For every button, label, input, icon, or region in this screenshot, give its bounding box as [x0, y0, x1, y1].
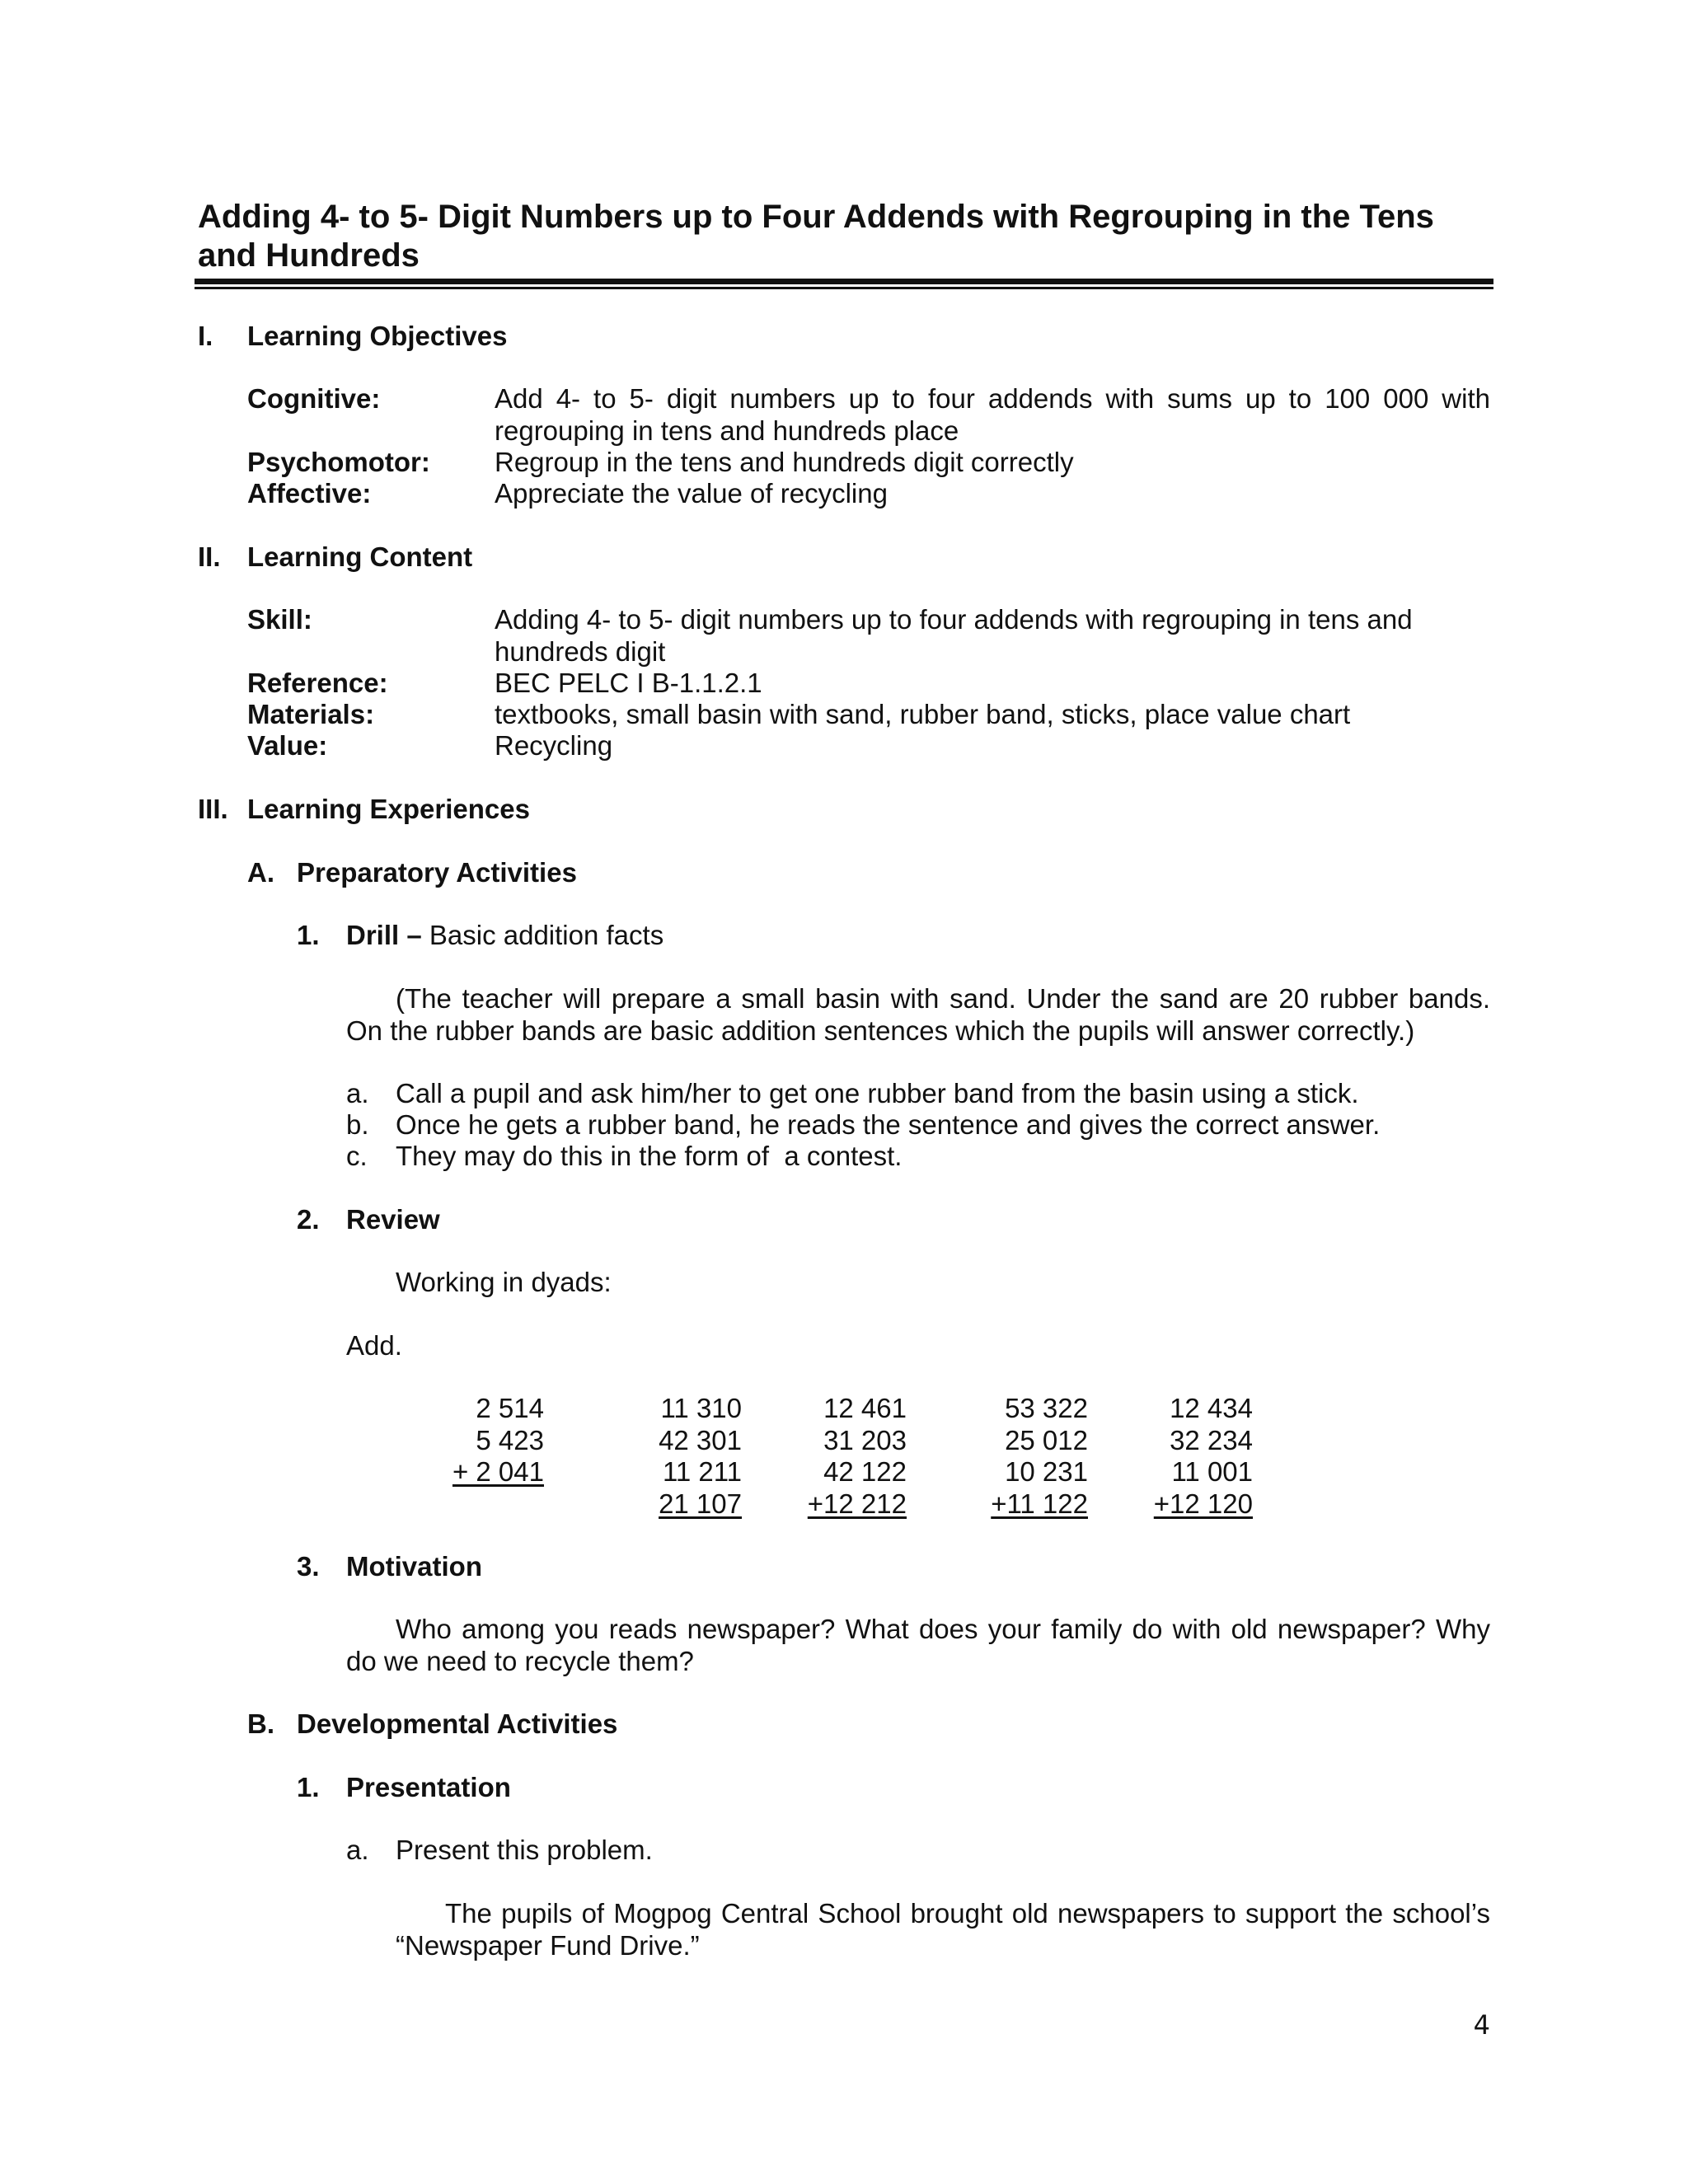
- problem-1-addend-1: 2 514: [476, 1393, 544, 1423]
- drill-paragraph: (The teacher will prepare a small basin with sand. Under the sand are 20 rubber bands. On the rubber bands are basic addition sentences which the pupils will answer correctly.): [346, 983, 1490, 1046]
- page-number: 4: [1473, 2009, 1490, 2041]
- problem-2-addend-4: 21 107: [659, 1488, 742, 1519]
- objective-value-cognitive: Add 4- to 5- digit numbers up to four addends with sums up to 100 000 with regrouping in tens and hundreds place: [495, 383, 1490, 446]
- objective-label-psychomotor: Psychomotor:: [247, 447, 430, 477]
- problem-4-addend-3: 10 231: [1005, 1456, 1088, 1487]
- drill-line: [346, 920, 663, 952]
- problem-4-addend-2: 25 012: [1005, 1424, 1088, 1455]
- review-number: 2.: [297, 1204, 320, 1235]
- content-value-materials: textbooks, small basin with sand, rubber band, sticks, place value chart: [495, 699, 1351, 729]
- problem-3-addend-1: 12 461: [823, 1393, 907, 1423]
- section-heading-experiences: Learning Experiences: [247, 794, 530, 824]
- addition-problem-3: [791, 1393, 907, 1520]
- problem-5-addend-2: 32 234: [1170, 1424, 1253, 1455]
- motivation-paragraph: Who among you reads newspaper? What does your family do with old newspaper? Why do we need to recycle them?: [346, 1614, 1490, 1676]
- content-label-materials: Materials:: [247, 699, 375, 729]
- presentation-label: Presentation: [346, 1772, 511, 1802]
- content-label-value: Value:: [247, 730, 328, 761]
- problem-2-addend-3: 11 211: [662, 1456, 742, 1487]
- drill-item-a-letter: a.: [346, 1078, 369, 1108]
- subsection-heading-preparatory: Preparatory Activities: [297, 857, 577, 888]
- problem-5-addend-4: +12 120: [1153, 1488, 1253, 1519]
- objective-label-affective: Affective:: [247, 478, 372, 509]
- content-label-skill: Skill:: [247, 604, 312, 635]
- content-label-reference: Reference:: [247, 668, 388, 698]
- objective-value-affective: Appreciate the value of recycling: [495, 478, 888, 509]
- drill-item-a-text: Call a pupil and ask him/her to get one rubber band from the basin using a stick.: [396, 1078, 1359, 1108]
- content-value-value: Recycling: [495, 730, 613, 761]
- drill-item-b-letter: b.: [346, 1109, 369, 1140]
- problem-1-addend-2: 5 423: [476, 1424, 544, 1455]
- problem-1-addend-3: + 2 041: [452, 1456, 544, 1487]
- problem-2-addend-1: 11 310: [660, 1393, 742, 1423]
- addition-problem-5: [1137, 1393, 1253, 1520]
- title-rule-thick: [195, 279, 1493, 284]
- section-numeral-2: II.: [198, 541, 221, 572]
- drill-item-b-text: Once he gets a rubber band, he reads the sentence and gives the correct answer.: [396, 1109, 1381, 1140]
- drill-text: Basic addition facts: [429, 920, 664, 950]
- problem-2-addend-2: 42 301: [659, 1424, 742, 1455]
- section-numeral-1: I.: [198, 321, 213, 351]
- motivation-label: Motivation: [346, 1551, 482, 1582]
- subsection-heading-developmental: Developmental Activities: [297, 1708, 618, 1739]
- section-heading-objectives: Learning Objectives: [247, 321, 508, 351]
- section-heading-content: Learning Content: [247, 541, 473, 572]
- presentation-number: 1.: [297, 1772, 320, 1802]
- drill-item-c-text: They may do this in the form of a contest.: [396, 1141, 903, 1171]
- objective-value-psychomotor: Regroup in the tens and hundreds digit correctly: [495, 447, 1074, 477]
- subsection-letter-a: A.: [247, 857, 274, 888]
- page-title: Adding 4- to 5- Digit Numbers up to Four Addends with Regrouping in the Tens and Hundreds: [198, 199, 1434, 274]
- presentation-item-text: Present this problem.: [396, 1835, 653, 1865]
- problem-4-addend-1: 53 322: [1005, 1393, 1088, 1423]
- review-label: Review: [346, 1204, 440, 1235]
- review-intro: Working in dyads:: [396, 1267, 612, 1297]
- problem-4-addend-4: +11 122: [991, 1488, 1088, 1519]
- content-value-skill: Adding 4- to 5- digit numbers up to four addends with regrouping in tens and hundreds digit: [495, 604, 1413, 667]
- addition-problem-2: [626, 1393, 742, 1520]
- objective-label-cognitive: Cognitive:: [247, 383, 381, 414]
- problem-3-addend-3: 42 122: [823, 1456, 907, 1487]
- motivation-number: 3.: [297, 1551, 320, 1582]
- problem-3-addend-4: +12 212: [807, 1488, 907, 1519]
- section-numeral-3: III.: [198, 794, 228, 824]
- presentation-item-letter: a.: [346, 1835, 369, 1865]
- subsection-letter-b: B.: [247, 1708, 274, 1739]
- addition-problem-4: [973, 1393, 1088, 1520]
- drill-number: 1.: [297, 920, 320, 950]
- problem-5-addend-1: 12 434: [1170, 1393, 1253, 1423]
- presentation-paragraph: The pupils of Mogpog Central School brought old newspapers to support the school’s “Newspaper Fund Drive.”: [396, 1898, 1490, 1961]
- drill-item-c-letter: c.: [346, 1141, 368, 1171]
- problem-5-addend-3: 11 001: [1171, 1456, 1253, 1487]
- problem-3-addend-2: 31 203: [823, 1424, 907, 1455]
- content-value-reference: BEC PELC I B-1.1.2.1: [495, 668, 762, 698]
- addition-problem-1: [429, 1393, 544, 1488]
- drill-label: Drill –: [346, 920, 422, 950]
- review-add: Add.: [346, 1330, 402, 1361]
- title-rule-thin: [195, 287, 1493, 289]
